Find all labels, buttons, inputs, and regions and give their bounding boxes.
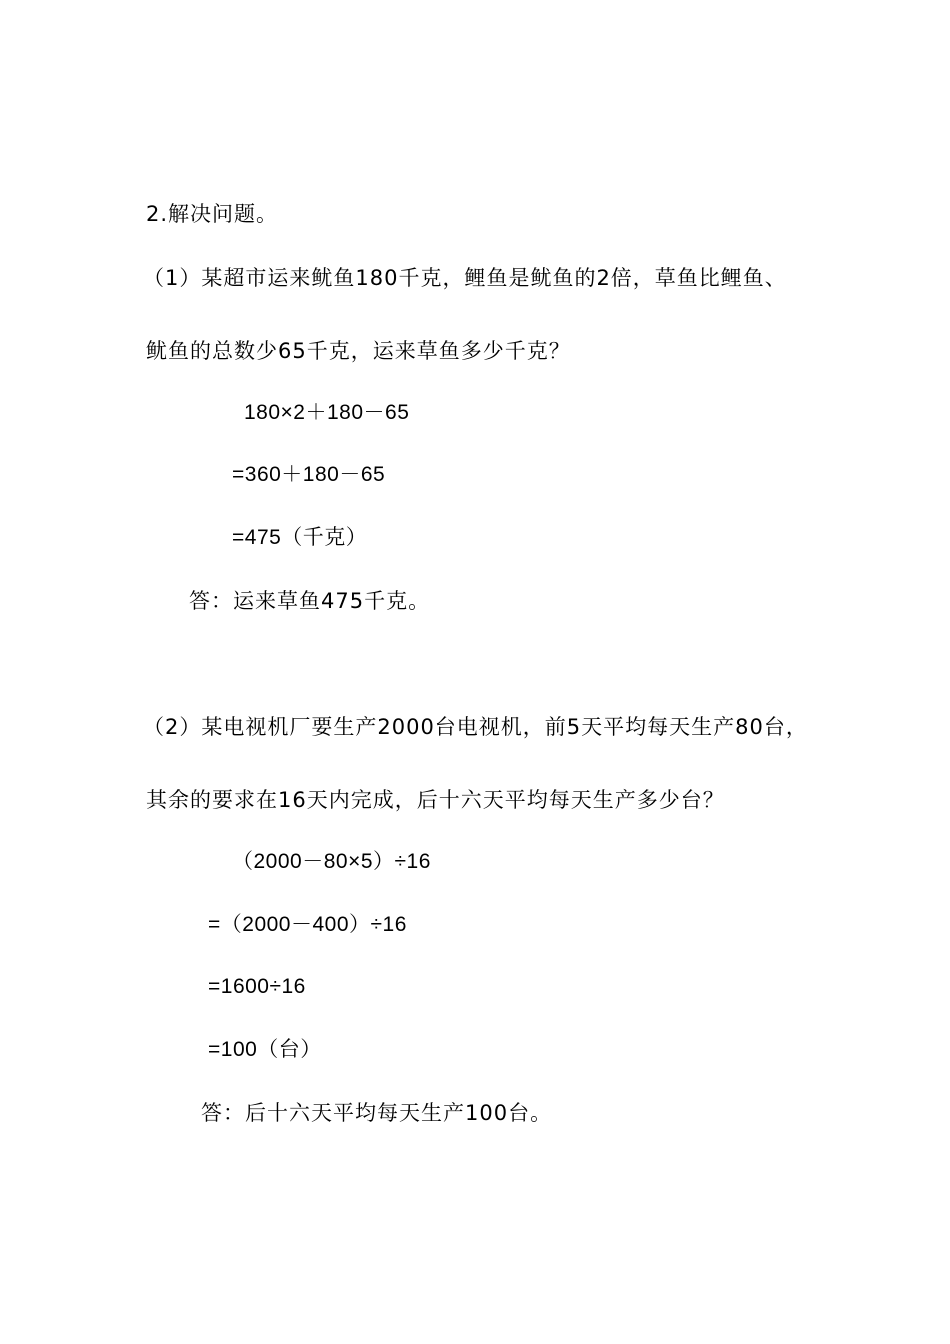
problem-1-question-line-2: 鱿鱼的总数少65千克，运来草鱼多少千克？ bbox=[146, 339, 571, 363]
problem-2-step-4: =100（台） bbox=[208, 1038, 322, 1061]
problem-2-question-line-2: 其余的要求在16天内完成，后十六天平均每天生产多少台？ bbox=[146, 788, 725, 812]
problem-2-step-1: （2000－80×5）÷16 bbox=[232, 850, 431, 873]
problem-1-answer: 答：运来草鱼475千克。 bbox=[189, 589, 431, 613]
problem-2-answer: 答：后十六天平均每天生产100台。 bbox=[201, 1101, 553, 1125]
problem-1-question-line-1: （1）某超市运来鱿鱼180千克，鲤鱼是鱿鱼的2倍，草鱼比鲤鱼、 bbox=[143, 266, 787, 290]
problem-1-step-2: =360＋180－65 bbox=[232, 463, 386, 486]
problem-2-step-2: =（2000－400）÷16 bbox=[208, 913, 407, 936]
problem-2-step-3: =1600÷16 bbox=[208, 975, 306, 998]
problem-1-step-1: 180×2＋180－65 bbox=[244, 401, 410, 424]
problem-1-step-3: =475（千克） bbox=[232, 526, 368, 549]
problem-2-question-line-1: （2）某电视机厂要生产2000台电视机，前5天平均每天生产80台， bbox=[143, 715, 808, 739]
section-title: 2.解决问题。 bbox=[146, 202, 279, 226]
